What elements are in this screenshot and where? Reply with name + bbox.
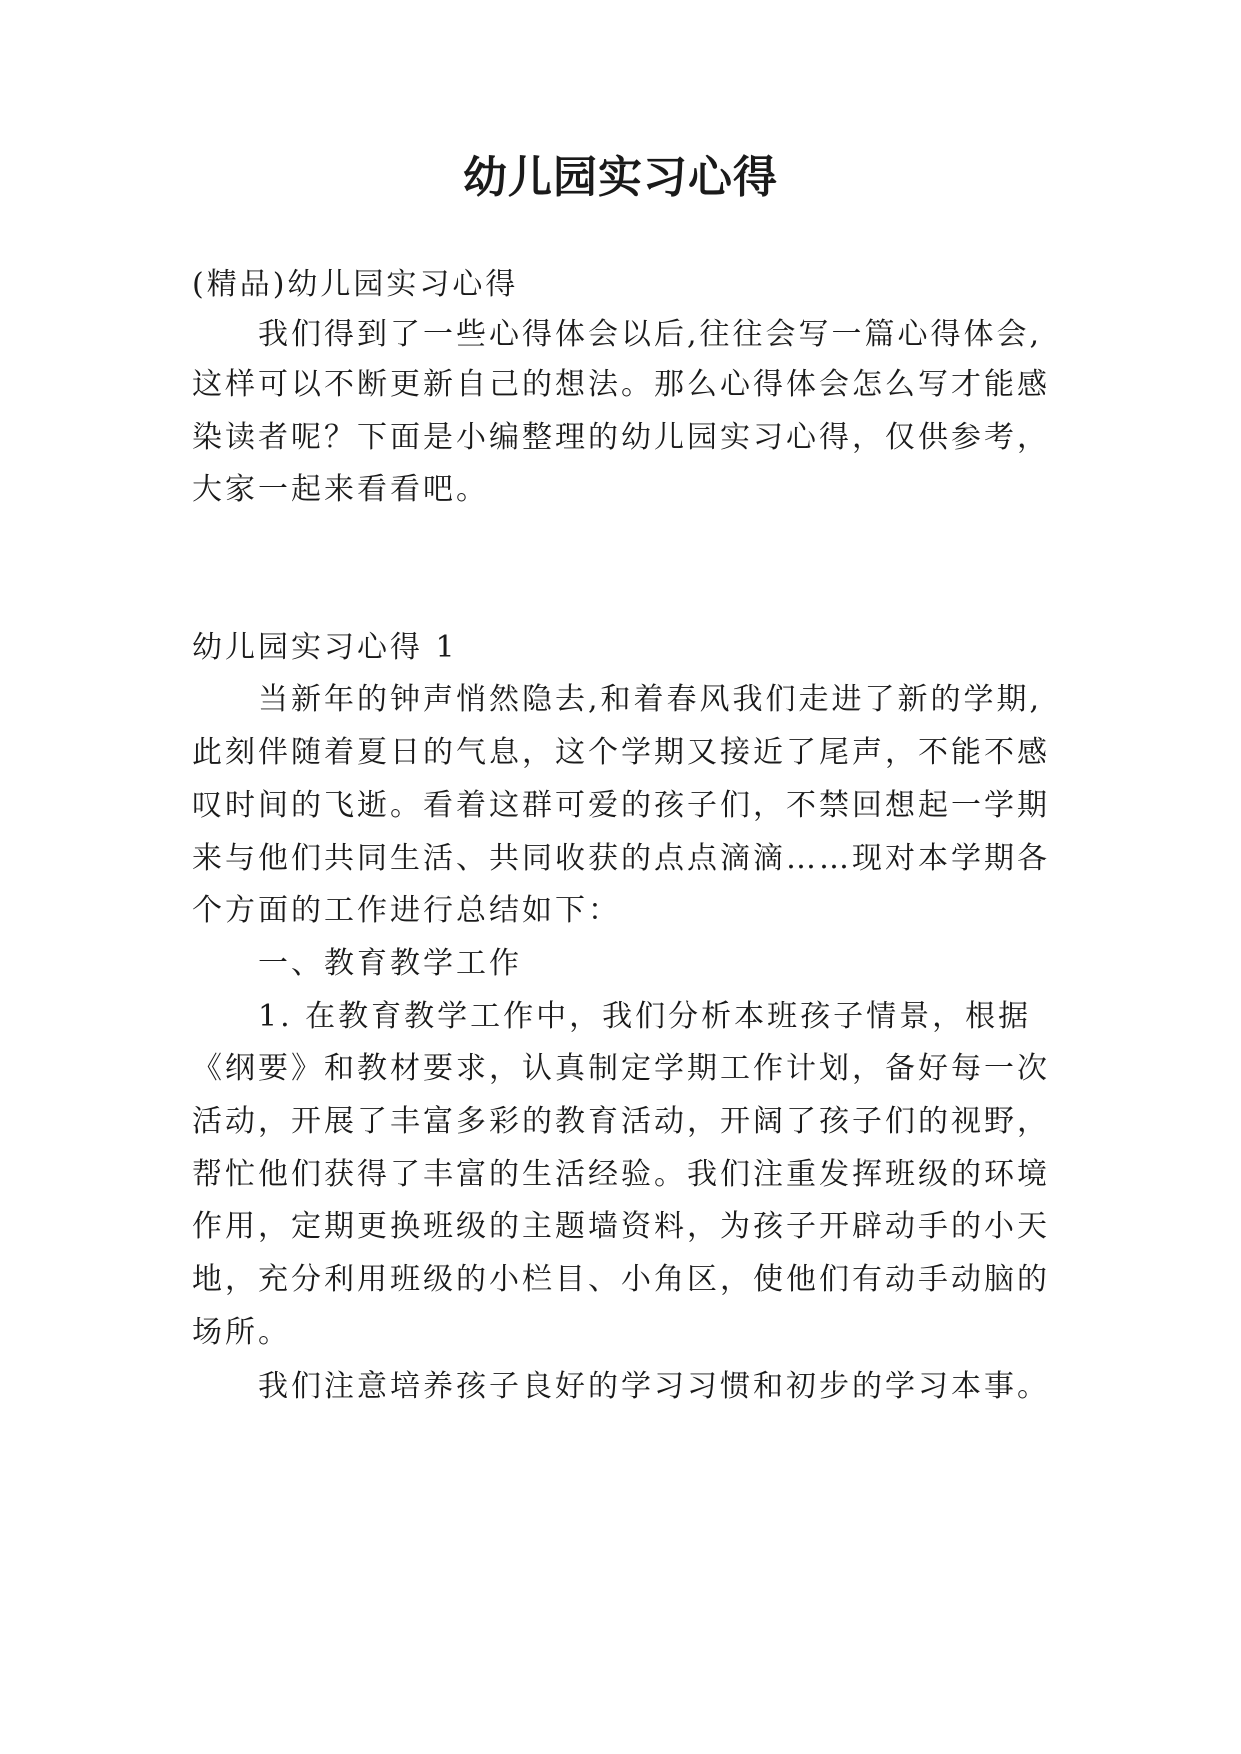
paragraph-line: 1. 在教育教学工作中，我们分析本班孩子情景，根据 <box>258 999 1032 1034</box>
paragraph-line: 此刻伴随着夏日的气息，这个学期又接近了尾声，不能不感 <box>192 735 1050 770</box>
paragraph-line: 帮忙他们获得了丰富的生活经验。我们注重发挥班级的环境 <box>192 1157 1050 1192</box>
subheading: 一、教育教学工作 <box>258 946 522 981</box>
document-title: 幼儿园实习心得 <box>463 152 778 203</box>
intro-line: 染读者呢？下面是小编整理的幼儿园实习心得，仅供参考， <box>192 420 1050 455</box>
paragraph-line: 《纲要》和教材要求，认真制定学期工作计划，备好每一次 <box>192 1051 1050 1086</box>
paragraph-line: 地，充分利用班级的小栏目、小角区，使他们有动手动脑的 <box>192 1262 1050 1297</box>
paragraph-line: 当新年的钟声悄然隐去,和着春风我们走进了新的学期, <box>258 682 1043 717</box>
document-subtitle: (精品)幼儿园实习心得 <box>192 267 519 302</box>
paragraph-line: 场所。 <box>192 1315 291 1350</box>
section-heading: 幼儿园实习心得 1 <box>192 630 458 665</box>
intro-line: 这样可以不断更新自己的想法。那么心得体会怎么写才能感 <box>192 367 1050 402</box>
paragraph-line: 来与他们共同生活、共同收获的点点滴滴……现对本学期各 <box>192 841 1050 876</box>
paragraph-line: 叹时间的飞逝。看着这群可爱的孩子们，不禁回想起一学期 <box>192 788 1050 823</box>
paragraph-line: 个方面的工作进行总结如下： <box>192 893 621 928</box>
paragraph-line: 活动，开展了丰富多彩的教育活动，开阔了孩子们的视野， <box>192 1104 1050 1139</box>
intro-line: 大家一起来看看吧。 <box>192 472 489 507</box>
paragraph-line: 作用，定期更换班级的主题墙资料，为孩子开辟动手的小天 <box>192 1209 1050 1244</box>
intro-line: 我们得到了一些心得体会以后,往往会写一篇心得体会, <box>258 317 1043 352</box>
paragraph-line: 我们注意培养孩子良好的学习习惯和初步的学习本事。 <box>258 1369 1050 1404</box>
